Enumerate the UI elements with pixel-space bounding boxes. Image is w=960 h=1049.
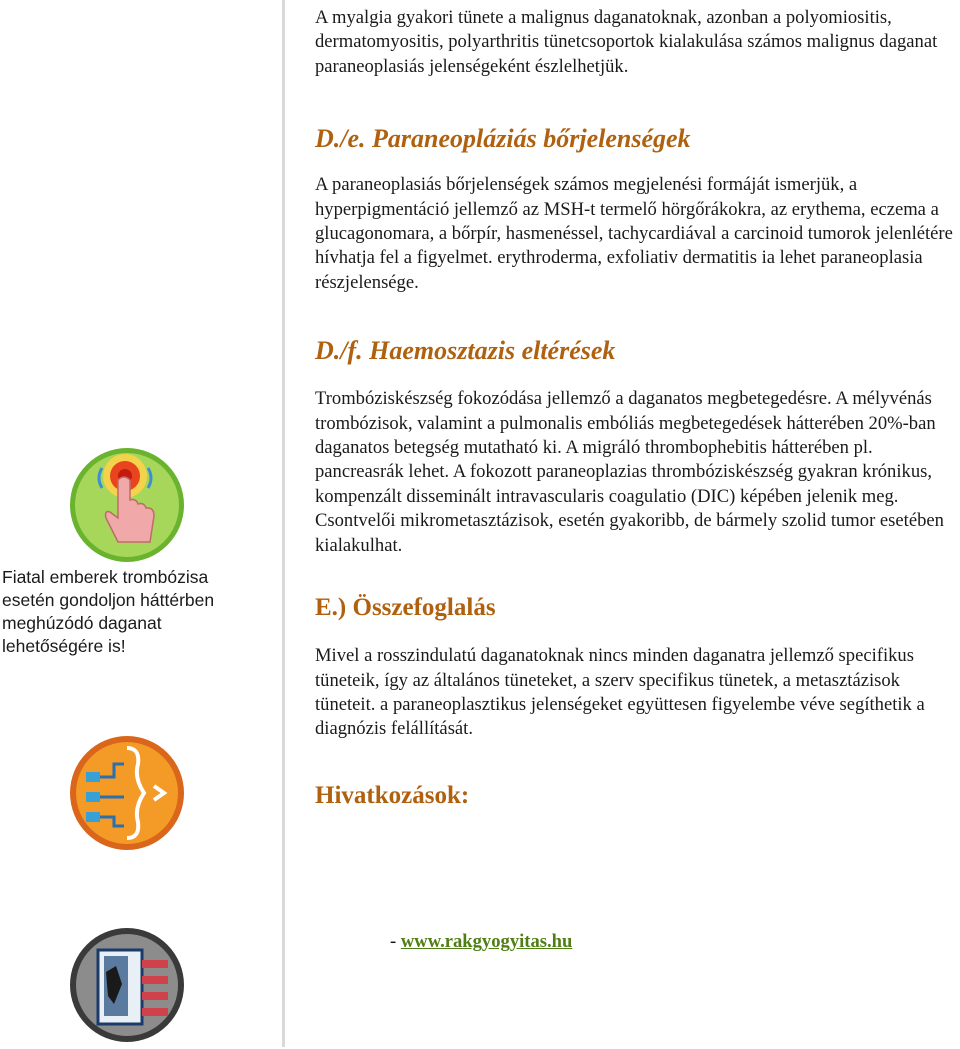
reference-item: [390, 931, 572, 953]
section-f-body: Trombóziskészség fokozódása jellemző a daganatos megbetegedésre. A mélyvénás trombózisok, valamint a pulmonalis embóliás megbetegedések hátterében 20%-ban daganatos betegség mutatható ki. A migráló thrombophebitis hátterében pl. pancreasrák lehet. A fokozott paraneoplazias thrombóziskészség gyakran krónikus, kompenzált disseminált intravascularis coagulatio (DIC) képében jelenik meg. Csontvelői mikrometasztázisok, esetén gyakoribb, de bármely szolid tumor esetében kialakulhat.: [315, 388, 944, 556]
summary-body: Mivel a rosszindulatú daganatoknak nincs minden daganatra jellemző specifikus tüneteik, így az általános tüneteket, a szerv specifikus tünetek, a metasztázisok tüneteit. a paraneoplasztikus jelenségeket együttesen figyelembe véve segíthetik a diagnózis felállítását.: [315, 645, 925, 740]
reference-prefix: -: [390, 931, 401, 952]
section-e-heading: D./e. Paraneopláziás bőrjelenségek: [315, 124, 691, 154]
decision-branch-icon: [68, 734, 186, 852]
section-f-heading: D./f. Haemosztazis eltérések: [315, 336, 616, 366]
touch-alert-icon: [68, 446, 186, 564]
section-e-body: A paraneoplasiás bőrjelenségek számos megjelenési formáját ismerjük, a hyperpigmentáció jellemző az MSH-t termelő hörgőrákokra, az erythema, eczema a glucagonomara, a bőrpír, hasmenéssel, tachycardiával a carcinoid tumorok jelenlétére hívhatja fel a figyelmet. erythroderma, exfoliativ dermatitis ia lehet paraneoplasia részjelensége.: [315, 174, 953, 293]
sidebar-note: Fiatal emberek trombózisa esetén gondoljon háttérben meghúzódó daganat lehetőségére is!: [2, 567, 215, 656]
reference-link[interactable]: www.rakgyogyitas.hu: [400, 931, 573, 952]
column-divider: [282, 0, 285, 1047]
intro-paragraph: A myalgia gyakori tünete a malignus daganatoknak, azonban a polyomiositis, dermatomyositis, polyarthritis tünetcsoportok kialakulása számos malignus daganat paraneoplasiás jelenségeként észlelhetjük.: [315, 7, 938, 77]
main-content: [315, 6, 955, 812]
summary-heading: E.) Összefoglalás: [315, 594, 496, 622]
exit-door-icon: [68, 926, 186, 1044]
references-heading: Hivatkozások:: [315, 781, 470, 809]
